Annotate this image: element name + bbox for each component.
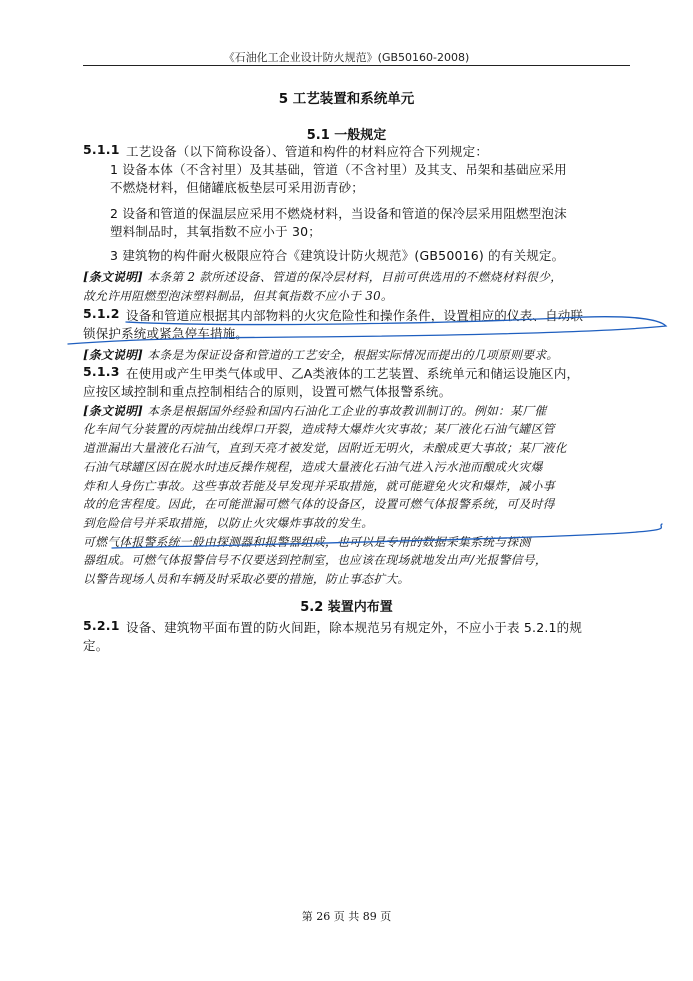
explanation-text: 道泄漏出大量液化石油气，直到天亮才被发觉，因附近无明火，未酿成更大事故；某厂液化 — [83, 441, 567, 455]
clause-text: 塑料制品时，其氧指数不应小于 30； — [110, 224, 321, 239]
explanation-text: 本条是为保证设备和管道的工艺安全，根据实际情况而提出的几项原则要求。 — [147, 348, 559, 362]
explanation-text: 可燃气体报警系统一般由探测器和报警器组成，也可以是专用的数据采集系统与探测 — [83, 535, 531, 549]
explanation-text: 本条是根据国外经验和国内石油化工企业的事故教训制订的。例如：某厂催 — [147, 404, 547, 418]
clause-text: 3 建筑物的构件耐火极限应符合《建筑设计防火规范》(GB50016) 的有关规定。 — [110, 248, 565, 263]
explanation-text: 炸和人身伤亡事故。这些事故若能及早发现并采取措施，就可能避免火灾和爆炸，减小事 — [83, 479, 555, 493]
explanation-text: 以警告现场人员和车辆及时采取必要的措施，防止事态扩大。 — [83, 572, 410, 586]
explanation-text: 本条第 2 款所述设备、管道的保冷层材料，目前可供选用的不燃烧材料很少， — [147, 270, 563, 284]
clause-text: 2 设备和管道的保温层应采用不燃烧材料，当设备和管道的保冷层采用阻燃型泡沫 — [110, 206, 567, 221]
explanation-text: 化车间气分装置的丙烷抽出线焊口开裂，造成特大爆炸火灾事故；某厂液化石油气罐区管 — [83, 422, 555, 436]
section-title-5-2: 5.2 装置内布置 — [300, 600, 393, 615]
page-footer: 第 26 页 共 89 页 — [301, 910, 392, 923]
header-rule — [83, 65, 630, 66]
clause-text: 设备和管道应根据其内部物料的火灾危险性和操作条件，设置相应的仪表、自动联 — [126, 308, 584, 323]
clause-text: 设备、建筑物平面布置的防火间距，除本规范另有规定外，不应小于表 5.2.1的规 — [126, 620, 583, 635]
explanation-text: 故的危害程度。因此，在可能泄漏可燃气体的设备区，设置可燃气体报警系统，可及时得 — [83, 497, 555, 511]
clause-number-5-1-1: 5.1.1 — [83, 142, 120, 157]
explanation-text: 故允许用阻燃型泡沫塑料制品，但其氧指数不应小于 30。 — [83, 289, 393, 303]
explanation-text: 到危险信号并采取措施，以防止火灾爆炸事故的发生。 — [83, 516, 374, 530]
clause-number-5-1-3: 5.1.3 — [83, 364, 120, 379]
section-title-5-1: 5.1 一般规定 — [306, 128, 387, 143]
clause-text: 定。 — [83, 638, 109, 653]
clause-text: 不燃烧材料，但储罐底板垫层可采用沥青砂； — [110, 180, 365, 195]
clause-text: 在使用或产生甲类气体或甲、乙A类液体的工艺装置、系统单元和储运设施区内， — [126, 366, 580, 381]
clause-number-5-1-2: 5.1.2 — [83, 306, 120, 321]
explanation-text: 器组成。可燃气体报警信号不仅要送到控制室，也应该在现场就地发出声/光报警信号， — [83, 553, 547, 567]
explanation-label: [条文说明] — [83, 270, 144, 284]
document-header: 《石油化工企业设计防火规范》(GB50160-2008) — [223, 51, 470, 64]
explanation-text: 石油气球罐区因在脱水时违反操作规程，造成大量液化石油气进入污水池而酿成火灾爆 — [83, 460, 543, 474]
clause-text: 应按区域控制和重点控制相结合的原则，设置可燃气体报警系统。 — [83, 384, 452, 399]
clause-number-5-2-1: 5.2.1 — [83, 618, 120, 633]
explanation-label: [条文说明] — [83, 348, 144, 362]
chapter-title: 5 工艺装置和系统单元 — [278, 91, 415, 107]
clause-text: 工艺设备（以下简称设备）、管道和构件的材料应符合下列规定： — [126, 144, 489, 159]
clause-text: 1 设备本体（不含衬里）及其基础，管道（不含衬里）及其支、吊架和基础应采用 — [110, 162, 567, 177]
clause-text: 锁保护系统或紧急停车措施。 — [83, 326, 249, 341]
explanation-label: [条文说明] — [83, 404, 144, 418]
